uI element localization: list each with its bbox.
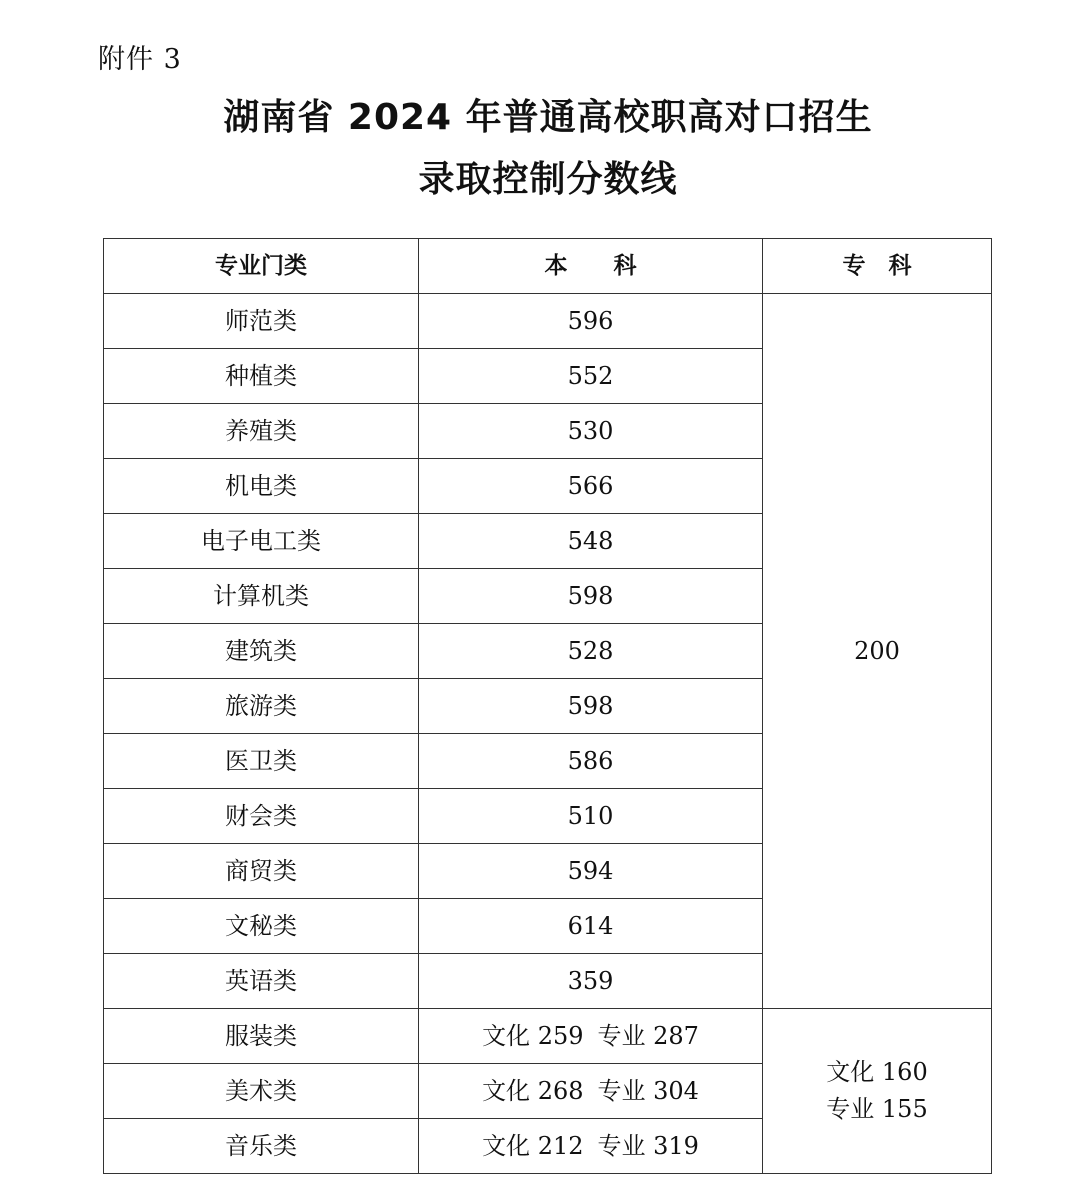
culture-score: 文化 212 bbox=[482, 1132, 584, 1160]
category-cell: 商贸类 bbox=[104, 844, 419, 899]
culture-score: 文化 160 bbox=[826, 1058, 928, 1086]
category-cell: 音乐类 bbox=[104, 1119, 419, 1174]
major-score: 专业 319 bbox=[597, 1132, 699, 1160]
category-cell: 美术类 bbox=[104, 1064, 419, 1119]
undergraduate-score: 548 bbox=[419, 514, 763, 569]
category-cell: 医卫类 bbox=[104, 734, 419, 789]
category-cell: 计算机类 bbox=[104, 569, 419, 624]
category-cell: 服装类 bbox=[104, 1009, 419, 1064]
category-cell: 电子电工类 bbox=[104, 514, 419, 569]
major-score: 专业 155 bbox=[826, 1095, 928, 1123]
table-row bbox=[104, 294, 992, 349]
undergraduate-score: 594 bbox=[419, 844, 763, 899]
category-cell: 师范类 bbox=[104, 294, 419, 349]
category-cell: 旅游类 bbox=[104, 679, 419, 734]
category-cell: 英语类 bbox=[104, 954, 419, 1009]
category-cell: 种植类 bbox=[104, 349, 419, 404]
header-junior-college: 专 科 bbox=[763, 239, 992, 294]
header-undergraduate: 本 科 bbox=[419, 239, 763, 294]
undergraduate-score: 596 bbox=[419, 294, 763, 349]
table-header-row bbox=[104, 239, 992, 294]
attachment-label: 附件 3 bbox=[98, 44, 182, 75]
culture-score: 文化 268 bbox=[482, 1077, 584, 1105]
category-cell: 建筑类 bbox=[104, 624, 419, 679]
category-cell: 财会类 bbox=[104, 789, 419, 844]
undergraduate-score: 598 bbox=[419, 569, 763, 624]
undergraduate-score: 586 bbox=[419, 734, 763, 789]
table-row bbox=[104, 1009, 992, 1064]
category-cell: 文秘类 bbox=[104, 899, 419, 954]
category-cell: 机电类 bbox=[104, 459, 419, 514]
document-title-line1: 湖南省 2024 年普通高校职高对口招生 bbox=[223, 97, 873, 138]
culture-score: 文化 259 bbox=[482, 1022, 584, 1050]
score-table bbox=[103, 238, 992, 1174]
header-category: 专业门类 bbox=[104, 239, 419, 294]
undergraduate-score-split bbox=[419, 1009, 763, 1064]
undergraduate-score: 528 bbox=[419, 624, 763, 679]
junior-college-score-general: 200 bbox=[763, 294, 992, 1009]
undergraduate-score-split bbox=[419, 1064, 763, 1119]
undergraduate-score: 530 bbox=[419, 404, 763, 459]
undergraduate-score: 552 bbox=[419, 349, 763, 404]
undergraduate-score: 566 bbox=[419, 459, 763, 514]
junior-college-score-arts bbox=[763, 1009, 992, 1174]
category-cell: 养殖类 bbox=[104, 404, 419, 459]
major-score: 专业 287 bbox=[597, 1022, 699, 1050]
undergraduate-score: 510 bbox=[419, 789, 763, 844]
undergraduate-score: 359 bbox=[419, 954, 763, 1009]
major-score: 专业 304 bbox=[597, 1077, 699, 1105]
document-title-line2: 录取控制分数线 bbox=[418, 159, 678, 200]
undergraduate-score: 598 bbox=[419, 679, 763, 734]
undergraduate-score-split bbox=[419, 1119, 763, 1174]
undergraduate-score: 614 bbox=[419, 899, 763, 954]
